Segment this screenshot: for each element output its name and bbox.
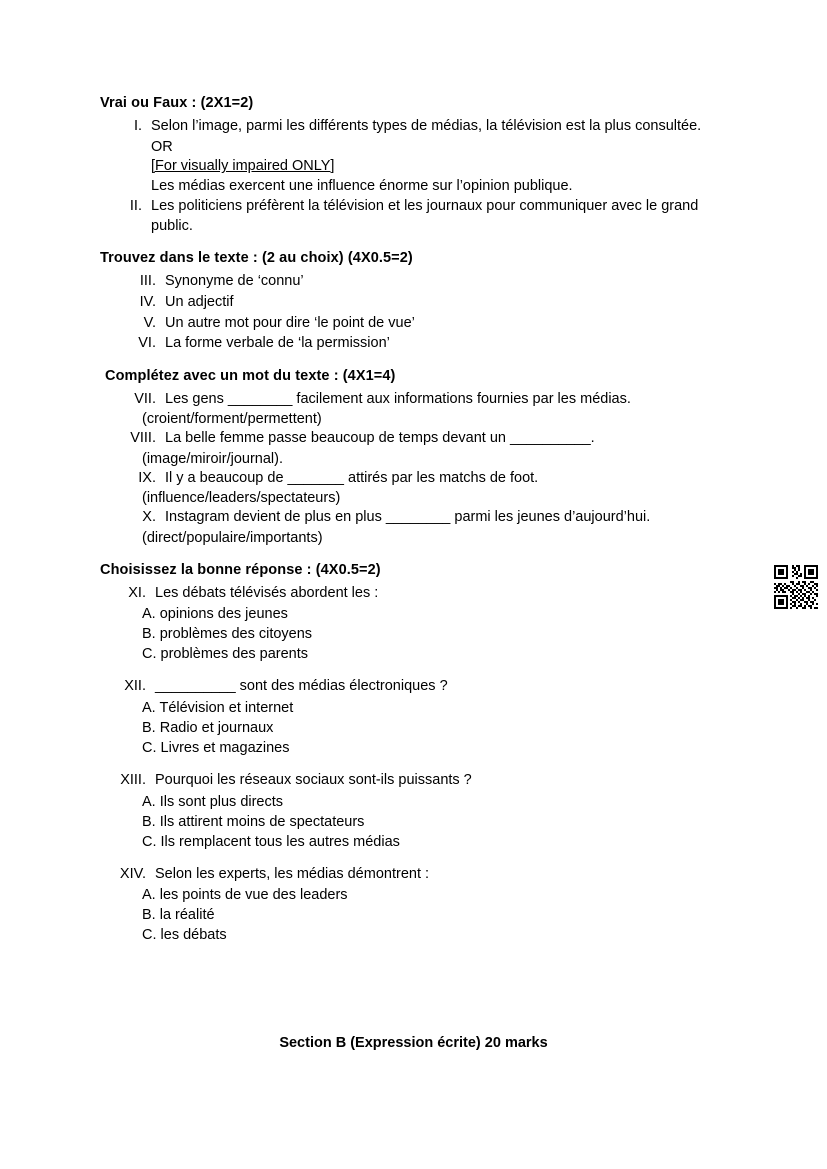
question-text: Un adjectif [165,293,234,310]
mcq-choice[interactable]: B. Ils attirent moins de spectateurs [142,813,365,830]
question-item [100,429,740,449]
section-heading-trouvez-dans-le-texte: Trouvez dans le texte : (2 au choix) (4X0.5=2) [100,250,413,267]
question-text: Synonyme de ‘connu’ [165,273,304,290]
mcq-question [100,865,740,946]
visually-impaired-statement: Les médias exercent une influence énorme sur l’opinion publique. [151,177,573,194]
mcq-question [100,677,740,758]
question-number: VII. [134,390,156,407]
visually-impaired-note-row [100,157,740,177]
mcq-choice[interactable]: B. la réalité [142,907,215,924]
question-number: XII. [124,678,146,695]
question-options: (image/miroir/journal). [142,450,284,467]
question-text: Pourquoi les réseaux sociaux sont-ils puissants ? [155,772,472,788]
mcq-question-row [100,865,740,885]
mcq-choice[interactable]: B. Radio et journaux [142,720,274,736]
mcq-choice[interactable]: A. Télévision et internet [142,700,294,716]
question-options: (direct/populaire/importants) [142,529,323,546]
mcq-choice[interactable]: A. opinions des jeunes [142,606,288,623]
mcq-question-row [100,584,740,604]
section-b-footer: Section B (Expression écrite) 20 marks [279,1035,548,1051]
question-text: Instagram devient de plus en plus ________ parmi les jeunes d’aujourd’hui. [165,509,651,526]
or-row [100,138,740,158]
or-label: OR [151,138,173,155]
section-heading-vrai-ou-faux: Vrai ou Faux : (2X1=2) [100,95,254,111]
question-text: Il y a beaucoup de _______ attirés par les matchs de foot. [165,469,539,486]
visually-impaired-statement-row [100,177,740,197]
mcq-choice[interactable]: C. les débats [142,927,227,944]
mcq-question-row [100,677,740,697]
question-options: (croient/forment/permettent) [142,411,322,428]
section-heading-completez: Complétez avec un mot du texte : (4X1=4) [105,367,396,384]
question-text: Les gens ________ facilement aux informations fournies par les médias. [165,390,631,407]
mcq-question-row [100,771,740,791]
mcq-choice[interactable]: B. problèmes des citoyens [142,626,313,643]
document-content [100,95,740,959]
section-completez-avec-un-mot [100,368,740,548]
mcq-choice[interactable]: A. les points de vue des leaders [142,887,348,904]
visually-impaired-note: [For visually impaired ONLY] [151,158,335,175]
question-item [100,272,740,292]
question-text: Les débats télévisés abordent les : [155,584,379,601]
question-text: Selon les experts, les médias démontrent : [155,865,430,882]
question-text: Un autre mot pour dire ‘le point de vue’ [165,314,415,331]
question-number: III. [139,273,156,290]
question-item [100,390,740,410]
question-text: Selon l’image, parmi les différents types de médias, la télévision est la plus consultée. [151,118,702,134]
question-text: La forme verbale de ‘la permission’ [165,335,390,352]
mcq-question [100,771,740,852]
question-item [100,314,740,334]
question-number: II. [129,198,142,215]
mcq-choice[interactable]: C. problèmes des parents [142,646,309,663]
qr-code-icon [774,565,818,609]
question-item [100,334,740,354]
question-item [100,293,740,313]
mcq-choice[interactable]: C. Livres et magazines [142,740,290,756]
question-text: __________ sont des médias électroniques ? [155,678,448,695]
question-number: IX. [138,469,156,486]
question-item [100,117,740,137]
section-heading-choisissez: Choisissez la bonne réponse : (4X0.5=2) [100,561,381,578]
question-text: Les politiciens préfèrent la télévision et les journaux pour communiquer avec le grand public. [151,198,699,234]
question-text: La belle femme passe beaucoup de temps devant un __________. [165,430,595,447]
question-number: VIII. [130,430,156,447]
mcq-question [100,584,740,665]
section-choisissez-la-bonne-reponse [100,562,740,945]
question-number: VI. [138,335,156,352]
question-number: I. [133,118,142,134]
mcq-choice[interactable]: C. Ils remplacent tous les autres médias [142,833,400,850]
question-number: XIII. [120,772,146,788]
question-item [100,197,740,236]
mcq-choice[interactable]: A. Ils sont plus directs [142,793,284,810]
question-number: V. [143,314,156,331]
question-number: XI. [128,584,146,601]
section-trouvez-dans-le-texte [100,250,740,353]
section-vrai-ou-faux [100,95,740,236]
question-number: XIV. [119,865,146,882]
question-options: (influence/leaders/spectateurs) [142,490,341,507]
question-item [100,508,740,528]
question-item [100,469,740,489]
question-number: X. [142,509,156,526]
question-number: IV. [139,293,156,310]
